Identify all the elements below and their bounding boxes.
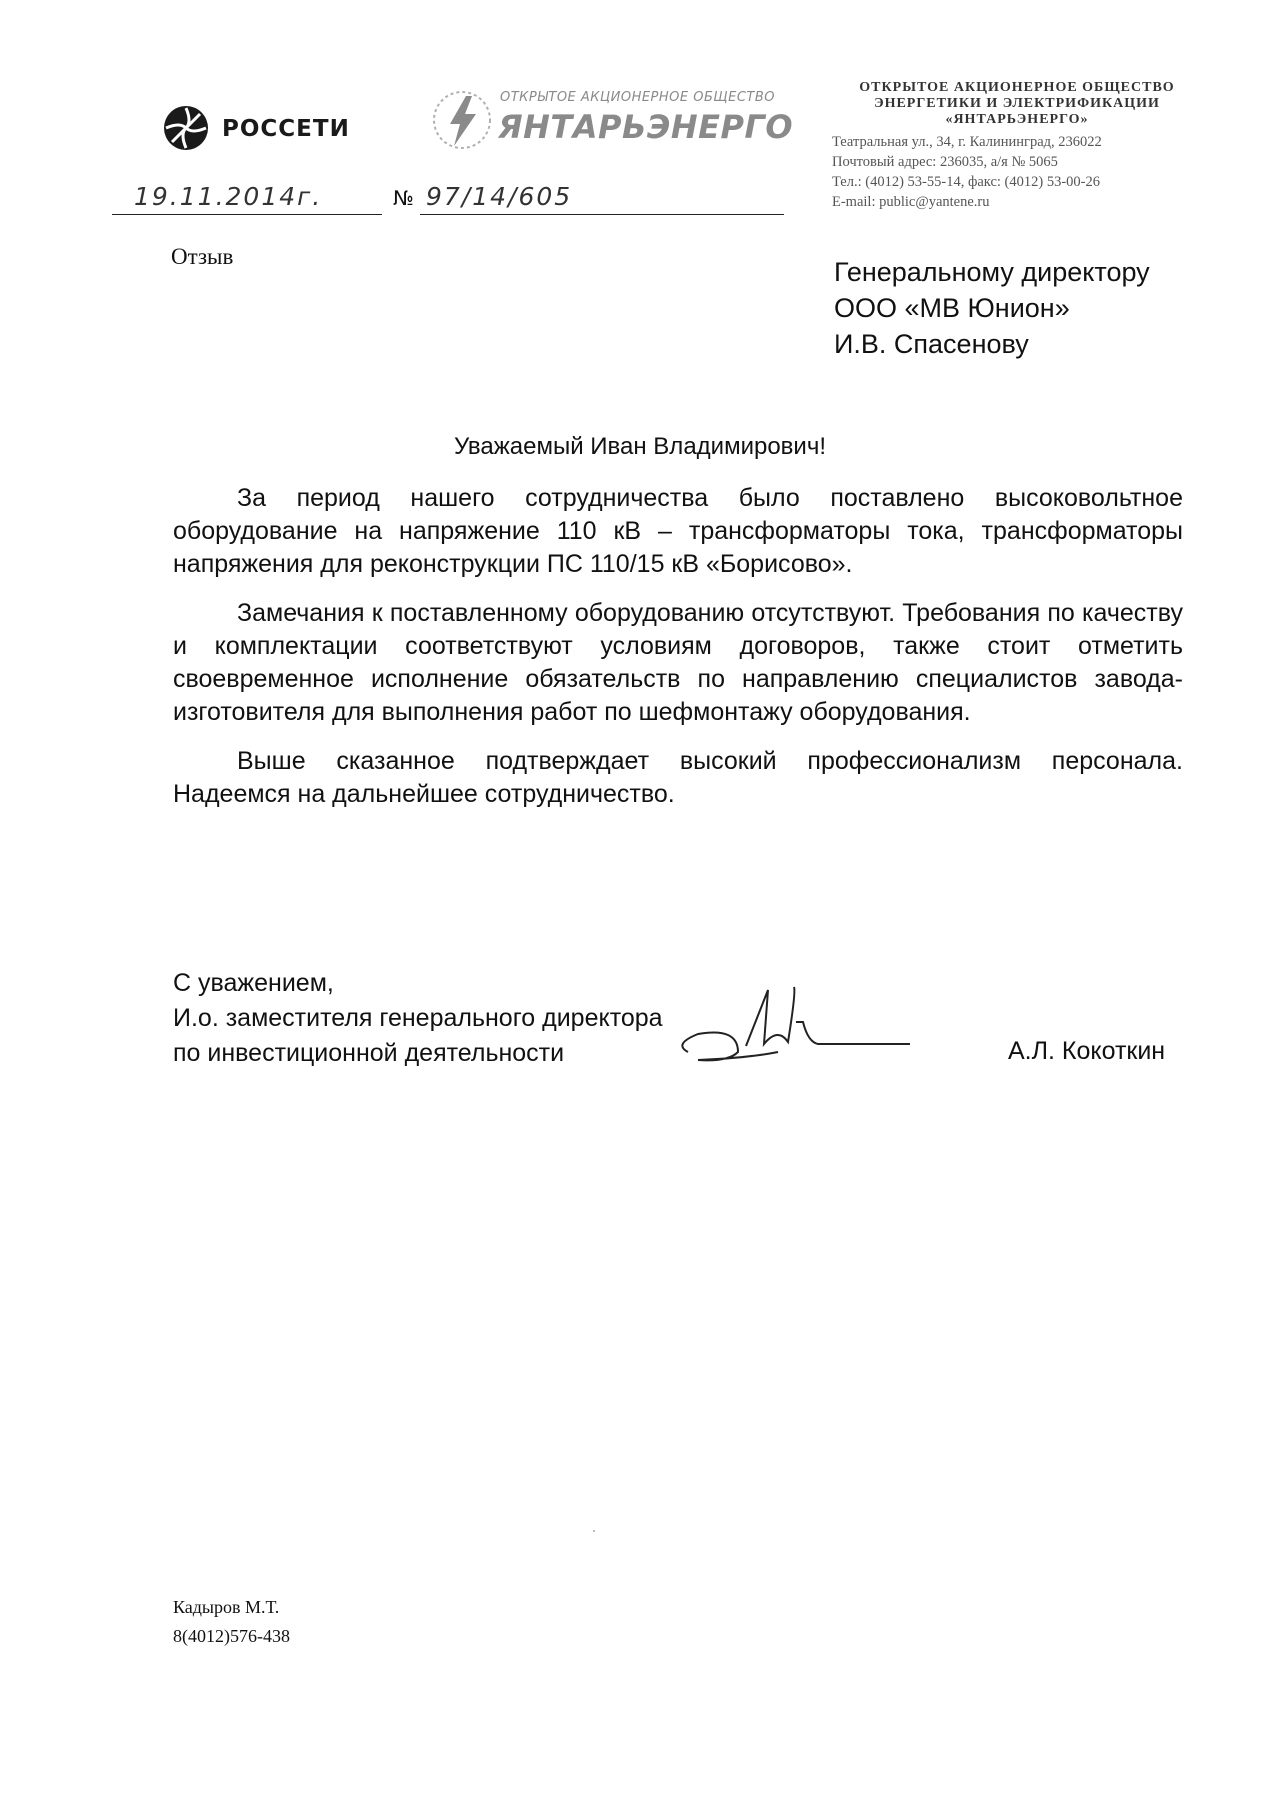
rosseti-emblem-icon <box>162 104 210 152</box>
org-email: E-mail: public@yantene.ru <box>832 194 990 210</box>
rosseti-logo <box>162 104 362 154</box>
org-title-line: ОТКРЫТОЕ АКЦИОНЕРНОЕ ОБЩЕСТВО <box>859 80 1175 95</box>
rosseti-logo-text: РОССЕТИ <box>222 116 350 142</box>
scan-speck <box>593 1530 595 1532</box>
body-paragraph: Выше сказанное подтверждает высокий профессионализм персонала. Надеемся на дальнейшее сотрудничество. <box>173 747 1183 808</box>
letter-body <box>173 482 1183 827</box>
registration-number: 97/14/605 <box>426 182 573 211</box>
greeting: Уважаемый Иван Владимирович! <box>454 433 826 460</box>
handwritten-signature <box>668 982 918 1072</box>
body-paragraph: Замечания к поставленному оборудованию отсутствуют. Требования по качеству и комплектации соответствуют условиям договоров, также стоит отметить своевременное исполнение обязательств по направлению специалистов завода-изготовителя для выполнения работ по шефмонтажу оборудования. <box>173 599 1183 726</box>
lightning-emblem-icon <box>430 88 494 152</box>
org-postal-address: Почтовый адрес: 236035, а/я № 5065 <box>832 154 1058 170</box>
signature-block <box>173 966 663 1071</box>
organization-details <box>832 80 1202 212</box>
signer-position-line: по инвестиционной деятельности <box>173 1039 565 1067</box>
registration-date: 19.11.2014г. <box>134 182 323 211</box>
date-field <box>112 182 382 215</box>
number-label: № <box>393 186 414 210</box>
yantar-logo-title: ЯНТАРЬЭНЕРГО <box>498 108 794 146</box>
signer-position-line: И.о. заместителя генерального директора <box>173 1004 663 1032</box>
org-phone: Тел.: (4012) 53-55-14, факс: (4012) 53-00-26 <box>832 174 1100 190</box>
yantarenergo-logo <box>430 82 794 157</box>
body-paragraph: За период нашего сотрудничества было поставлено высоковольтное оборудование на напряжение 110 кВ – трансформаторы тока, трансформаторы напряжения для реконструкции ПС 110/15 кВ «Борисово». <box>173 484 1183 578</box>
recipient-name: И.В. Спасенову <box>834 329 1029 359</box>
yantar-logo-subtitle: ОТКРЫТОЕ АКЦИОНЕРНОЕ ОБЩЕСТВО <box>500 90 776 105</box>
closing: С уважением, <box>173 969 334 997</box>
org-title-line: ЭНЕРГЕТИКИ И ЭЛЕКТРИФИКАЦИИ <box>874 96 1160 111</box>
recipient-block <box>834 254 1150 362</box>
recipient-company: ООО «МВ Юнион» <box>834 293 1070 323</box>
executor-block <box>173 1593 290 1651</box>
executor-name: Кадыров М.Т. <box>173 1597 280 1617</box>
document-type: Отзыв <box>171 244 234 269</box>
executor-phone: 8(4012)576-438 <box>173 1626 290 1646</box>
recipient-position: Генеральному директору <box>834 257 1150 287</box>
number-field <box>420 182 784 215</box>
org-address: Театральная ул., 34, г. Калининград, 236022 <box>832 134 1102 150</box>
org-title-line: «ЯНТАРЬЭНЕРГО» <box>945 112 1089 127</box>
org-title <box>832 80 1202 128</box>
signer-name: А.Л. Кокоткин <box>1008 1037 1166 1065</box>
org-contacts <box>832 132 1202 212</box>
